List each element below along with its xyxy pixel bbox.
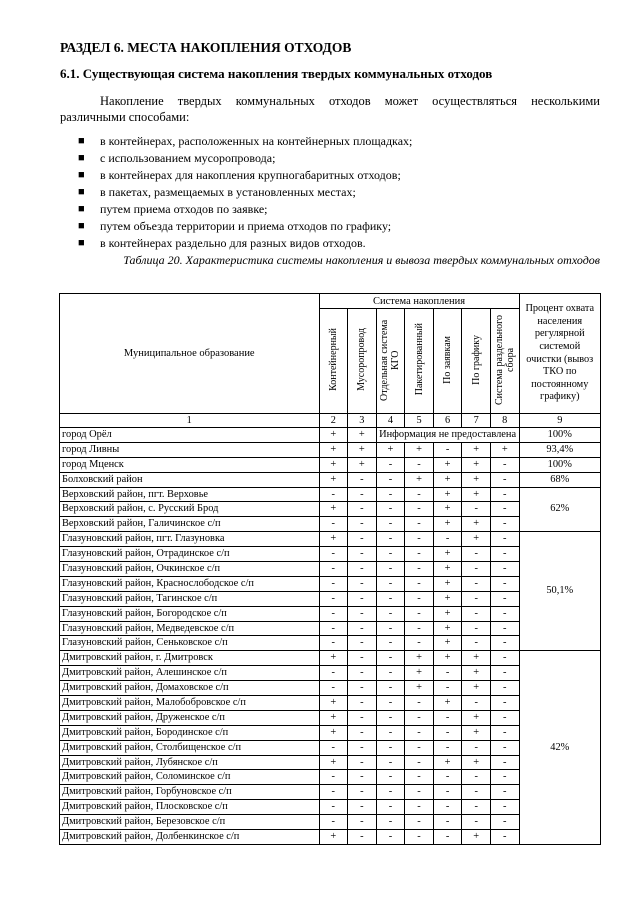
system-cell: - <box>376 547 405 562</box>
bullet-icon: ■ <box>78 237 85 249</box>
system-cell: - <box>319 621 348 636</box>
system-cell: - <box>405 576 434 591</box>
system-cell: - <box>376 562 405 577</box>
municipality-cell: город Орёл <box>60 428 320 443</box>
system-cell: + <box>462 830 491 845</box>
municipality-cell: Верховский район, пгт. Верховье <box>60 487 320 502</box>
list-item <box>78 167 412 184</box>
bullet-icon: ■ <box>78 186 85 198</box>
system-cell: + <box>405 651 434 666</box>
coverage-cell: 50,1% <box>519 532 600 651</box>
system-cell: - <box>376 457 405 472</box>
system-cell: - <box>405 800 434 815</box>
system-cell: - <box>319 800 348 815</box>
system-cell: - <box>348 621 377 636</box>
municipality-cell: Дмитровский район, Соломинское с/п <box>60 770 320 785</box>
municipality-cell: Дмитровский район, Алешинское с/п <box>60 666 320 681</box>
list-item <box>78 201 412 218</box>
system-cell: - <box>490 457 519 472</box>
municipality-cell: Глазуновский район, Медведевское с/п <box>60 621 320 636</box>
table-body <box>60 428 601 845</box>
system-cell: - <box>319 681 348 696</box>
column-number: 5 <box>405 414 434 428</box>
system-cell: + <box>319 502 348 517</box>
system-cell: - <box>348 472 377 487</box>
system-cell: + <box>433 457 462 472</box>
system-cell: - <box>348 532 377 547</box>
intro-paragraph: Накопление твердых коммунальных отходов может осуществляться несколькими различными способами: <box>60 94 600 124</box>
system-cell: - <box>348 830 377 845</box>
system-cell: - <box>376 770 405 785</box>
system-cell: - <box>490 681 519 696</box>
system-cell: - <box>376 651 405 666</box>
system-cell: - <box>490 710 519 725</box>
system-cell: - <box>376 725 405 740</box>
table-caption: Таблица 20. Характеристика системы накопления и вывоза твердых коммунальных отходов <box>123 253 600 267</box>
system-cell: + <box>319 696 348 711</box>
header-label: Отдельная система КГО <box>379 318 402 401</box>
system-cell: - <box>348 651 377 666</box>
system-cell: - <box>490 502 519 517</box>
list-item-text: в контейнерах для накопления крупногабаритных отходов; <box>100 168 401 182</box>
list-item-text: в контейнерах, расположенных на контейнерных площадках; <box>100 134 413 148</box>
municipality-cell: Болховский район <box>60 472 320 487</box>
system-cell: + <box>319 830 348 845</box>
system-cell: + <box>348 428 377 443</box>
header-coverage: Процент охвата населения регулярной системой очистки (вывоз ТКО по постоянному графику) <box>519 294 600 414</box>
system-cell: - <box>490 517 519 532</box>
system-cell: - <box>490 532 519 547</box>
system-cell: - <box>490 696 519 711</box>
municipality-cell: Глазуновский район, Богородское с/п <box>60 606 320 621</box>
system-cell: - <box>348 636 377 651</box>
system-cell: - <box>405 457 434 472</box>
system-cell: - <box>376 517 405 532</box>
system-cell: + <box>405 681 434 696</box>
municipality-cell: Дмитровский район, Малобобровское с/п <box>60 696 320 711</box>
system-cell: - <box>462 547 491 562</box>
bullet-icon: ■ <box>78 152 85 164</box>
system-cell: - <box>348 800 377 815</box>
system-cell: + <box>462 487 491 502</box>
bullet-icon: ■ <box>78 203 85 215</box>
system-cell: + <box>433 502 462 517</box>
header-system: Система накопления <box>319 294 519 309</box>
system-cell: - <box>405 725 434 740</box>
system-cell: - <box>376 755 405 770</box>
system-cell: - <box>376 606 405 621</box>
system-cell: + <box>433 547 462 562</box>
system-cell: - <box>462 636 491 651</box>
system-cell: - <box>405 532 434 547</box>
system-cell: + <box>462 725 491 740</box>
system-cell: - <box>376 576 405 591</box>
system-cell: - <box>405 815 434 830</box>
system-cell: - <box>490 562 519 577</box>
municipality-cell: Дмитровский район, Березовское с/п <box>60 815 320 830</box>
system-cell: - <box>319 815 348 830</box>
header-container <box>319 309 348 414</box>
system-cell: - <box>405 621 434 636</box>
list-item-text: путем объезда территории и приема отходов по графику; <box>100 219 392 233</box>
system-cell: + <box>319 755 348 770</box>
table-row <box>60 651 601 666</box>
system-cell: - <box>376 800 405 815</box>
system-cell: - <box>376 487 405 502</box>
system-cell: - <box>462 696 491 711</box>
list-item <box>78 133 412 150</box>
municipality-cell: город Мценск <box>60 457 320 472</box>
system-cell: - <box>319 785 348 800</box>
system-cell: - <box>405 591 434 606</box>
system-cell: - <box>433 785 462 800</box>
system-cell: + <box>433 755 462 770</box>
system-cell: + <box>348 457 377 472</box>
system-cell: - <box>319 591 348 606</box>
system-cell: - <box>462 785 491 800</box>
system-cell: - <box>376 472 405 487</box>
list-item <box>78 184 412 201</box>
system-cell: - <box>433 666 462 681</box>
system-cell: - <box>433 770 462 785</box>
municipality-cell: Дмитровский район, Друженское с/п <box>60 710 320 725</box>
system-cell: - <box>348 815 377 830</box>
system-cell: - <box>490 472 519 487</box>
system-cell: + <box>433 606 462 621</box>
coverage-cell: 93,4% <box>519 442 600 457</box>
system-cell: - <box>462 502 491 517</box>
system-cell: - <box>490 830 519 845</box>
table-row <box>60 532 601 547</box>
column-number: 7 <box>462 414 491 428</box>
system-cell: - <box>348 696 377 711</box>
system-cell: + <box>462 457 491 472</box>
municipality-cell: Дмитровский район, Плосковское с/п <box>60 800 320 815</box>
system-cell: - <box>490 636 519 651</box>
header-label: По графику <box>470 334 482 385</box>
municipality-cell: Дмитровский район, г. Дмитровск <box>60 651 320 666</box>
municipality-cell: Глазуновский район, Отрадинское с/п <box>60 547 320 562</box>
system-cell: + <box>433 472 462 487</box>
system-cell: - <box>433 532 462 547</box>
system-cell: - <box>319 636 348 651</box>
system-cell: + <box>462 666 491 681</box>
column-number: 8 <box>490 414 519 428</box>
municipality-cell: Глазуновский район, Краснослободское с/п <box>60 576 320 591</box>
system-cell: - <box>490 606 519 621</box>
system-cell: - <box>348 740 377 755</box>
system-cell: - <box>433 800 462 815</box>
header-municipality: Муниципальное образование <box>60 294 320 414</box>
system-cell: - <box>319 770 348 785</box>
system-cell: + <box>433 576 462 591</box>
system-cell: - <box>348 576 377 591</box>
system-cell: + <box>462 681 491 696</box>
system-cell: - <box>405 517 434 532</box>
municipality-cell: Глазуновский район, пгт. Глазуновка <box>60 532 320 547</box>
system-cell: - <box>376 696 405 711</box>
info-not-provided-cell: Информация не предоставлена <box>376 428 519 443</box>
system-cell: - <box>462 606 491 621</box>
system-cell: + <box>462 710 491 725</box>
system-cell: + <box>319 651 348 666</box>
system-cell: + <box>405 472 434 487</box>
system-cell: + <box>319 472 348 487</box>
system-cell: - <box>405 770 434 785</box>
system-cell: - <box>348 591 377 606</box>
municipality-cell: Дмитровский район, Горбуновское с/п <box>60 785 320 800</box>
column-number: 9 <box>519 414 600 428</box>
system-cell: - <box>405 636 434 651</box>
header-label: Контейнерный <box>327 328 339 391</box>
list-item-text: с использованием мусоропровода; <box>100 151 276 165</box>
system-cell: - <box>490 591 519 606</box>
system-cell: + <box>433 621 462 636</box>
system-cell: - <box>433 710 462 725</box>
system-cell: - <box>319 576 348 591</box>
system-cell: - <box>405 487 434 502</box>
system-cell: - <box>462 815 491 830</box>
system-cell: + <box>319 532 348 547</box>
header-on-request <box>433 309 462 414</box>
system-cell: - <box>490 755 519 770</box>
system-cell: - <box>462 621 491 636</box>
system-cell: - <box>376 681 405 696</box>
system-cell: - <box>405 696 434 711</box>
system-cell: - <box>319 487 348 502</box>
system-cell: - <box>490 815 519 830</box>
municipality-cell: Верховский район, Галичинское с/п <box>60 517 320 532</box>
system-cell: - <box>376 636 405 651</box>
system-cell: - <box>348 725 377 740</box>
system-cell: + <box>319 710 348 725</box>
municipality-cell: Дмитровский район, Бородинское с/п <box>60 725 320 740</box>
system-cell: - <box>376 710 405 725</box>
system-cell: - <box>348 710 377 725</box>
header-separate-collection <box>490 309 519 414</box>
list-item-text: в пакетах, размещаемых в установленных местах; <box>100 185 356 199</box>
system-cell: + <box>319 457 348 472</box>
municipality-cell: Глазуновский район, Тагинское с/п <box>60 591 320 606</box>
system-cell: - <box>319 666 348 681</box>
system-cell: - <box>348 755 377 770</box>
system-cell: - <box>490 800 519 815</box>
column-number: 6 <box>433 414 462 428</box>
table-row <box>60 487 601 502</box>
system-cell: - <box>348 547 377 562</box>
system-cell: - <box>433 740 462 755</box>
system-cell: - <box>433 725 462 740</box>
system-cell: - <box>348 785 377 800</box>
methods-list <box>78 133 412 252</box>
system-cell: - <box>405 830 434 845</box>
system-cell: - <box>405 710 434 725</box>
system-cell: - <box>490 725 519 740</box>
system-cell: - <box>348 562 377 577</box>
system-cell: - <box>490 487 519 502</box>
municipality-cell: Верховский район, с. Русский Брод <box>60 502 320 517</box>
bullet-icon: ■ <box>78 169 85 181</box>
system-cell: + <box>376 442 405 457</box>
system-cell: - <box>348 681 377 696</box>
system-cell: - <box>490 740 519 755</box>
system-cell: - <box>348 606 377 621</box>
system-cell: - <box>376 621 405 636</box>
system-cell: + <box>462 517 491 532</box>
header-chute <box>348 309 377 414</box>
column-number-row <box>60 414 601 428</box>
column-number: 1 <box>60 414 320 428</box>
system-cell: + <box>433 636 462 651</box>
section-title: РАЗДЕЛ 6. МЕСТА НАКОПЛЕНИЯ ОТХОДОВ <box>60 40 352 55</box>
system-cell: + <box>405 666 434 681</box>
system-cell: + <box>405 442 434 457</box>
subsection-title: 6.1. Существующая система накопления твердых коммунальных отходов <box>60 66 493 81</box>
system-cell: - <box>462 591 491 606</box>
bullet-icon: ■ <box>78 135 85 147</box>
system-cell: - <box>376 830 405 845</box>
system-cell: - <box>405 740 434 755</box>
list-item-text: в контейнерах раздельно для разных видов отходов. <box>100 236 366 250</box>
system-cell: - <box>490 651 519 666</box>
system-cell: - <box>433 830 462 845</box>
coverage-cell: 68% <box>519 472 600 487</box>
system-cell: - <box>433 681 462 696</box>
system-cell: - <box>462 800 491 815</box>
system-cell: - <box>348 517 377 532</box>
system-cell: + <box>433 651 462 666</box>
system-cell: + <box>433 562 462 577</box>
system-cell: + <box>433 696 462 711</box>
system-cell: - <box>405 547 434 562</box>
municipality-cell: Дмитровский район, Лубянское с/п <box>60 755 320 770</box>
municipality-cell: Дмитровский район, Долбенкинское с/п <box>60 830 320 845</box>
system-cell: - <box>319 517 348 532</box>
system-cell: - <box>462 576 491 591</box>
system-cell: - <box>405 502 434 517</box>
table-row <box>60 442 601 457</box>
bullet-icon: ■ <box>78 220 85 232</box>
system-cell: - <box>348 666 377 681</box>
municipality-cell: Дмитровский район, Домаховское с/п <box>60 681 320 696</box>
system-cell: + <box>462 532 491 547</box>
system-cell: + <box>462 755 491 770</box>
system-cell: - <box>405 785 434 800</box>
system-cell: - <box>348 502 377 517</box>
municipality-cell: Дмитровский район, Столбищенское с/п <box>60 740 320 755</box>
header-scheduled <box>462 309 491 414</box>
system-cell: - <box>490 666 519 681</box>
column-number: 4 <box>376 414 405 428</box>
waste-system-table <box>59 293 601 845</box>
system-cell: - <box>319 562 348 577</box>
municipality-cell: Глазуновский район, Очкинское с/п <box>60 562 320 577</box>
system-cell: + <box>433 517 462 532</box>
system-cell: - <box>319 547 348 562</box>
municipality-cell: город Ливны <box>60 442 320 457</box>
system-cell: + <box>462 442 491 457</box>
system-cell: - <box>462 770 491 785</box>
system-cell: + <box>319 428 348 443</box>
system-cell: - <box>490 547 519 562</box>
coverage-cell: 42% <box>519 651 600 845</box>
system-cell: + <box>319 442 348 457</box>
list-item <box>78 218 412 235</box>
system-cell: - <box>433 815 462 830</box>
header-label: Система раздельного сбора <box>493 314 516 405</box>
table-row <box>60 428 601 443</box>
coverage-cell: 100% <box>519 428 600 443</box>
system-cell: + <box>433 487 462 502</box>
system-cell: + <box>490 442 519 457</box>
header-label: По заявкам <box>442 335 454 384</box>
system-cell: - <box>319 606 348 621</box>
system-cell: - <box>405 562 434 577</box>
column-number: 3 <box>348 414 377 428</box>
coverage-cell: 62% <box>519 487 600 532</box>
header-bulky-waste <box>376 309 405 414</box>
system-cell: - <box>376 785 405 800</box>
table-row <box>60 472 601 487</box>
list-item <box>78 150 412 167</box>
system-cell: - <box>348 770 377 785</box>
system-cell: - <box>405 606 434 621</box>
system-cell: - <box>405 755 434 770</box>
system-cell: - <box>433 442 462 457</box>
system-cell: - <box>490 785 519 800</box>
system-cell: - <box>462 562 491 577</box>
system-cell: - <box>490 770 519 785</box>
system-cell: + <box>433 591 462 606</box>
column-number: 2 <box>319 414 348 428</box>
system-cell: - <box>376 815 405 830</box>
system-cell: - <box>376 502 405 517</box>
header-bagged <box>405 309 434 414</box>
system-cell: + <box>319 725 348 740</box>
table-row <box>60 457 601 472</box>
system-cell: - <box>462 740 491 755</box>
system-cell: - <box>319 740 348 755</box>
list-item-text: путем приема отходов по заявке; <box>100 202 268 216</box>
system-cell: - <box>376 666 405 681</box>
system-cell: - <box>490 621 519 636</box>
municipality-cell: Глазуновский район, Сеньковское с/п <box>60 636 320 651</box>
list-item <box>78 235 412 252</box>
system-cell: + <box>348 442 377 457</box>
system-cell: + <box>462 472 491 487</box>
system-cell: - <box>348 487 377 502</box>
coverage-cell: 100% <box>519 457 600 472</box>
system-cell: + <box>462 651 491 666</box>
header-label: Мусоропровод <box>356 328 368 391</box>
system-cell: - <box>376 532 405 547</box>
system-cell: - <box>376 740 405 755</box>
system-cell: - <box>376 591 405 606</box>
header-label: Пакетированный <box>413 323 425 396</box>
system-cell: - <box>490 576 519 591</box>
